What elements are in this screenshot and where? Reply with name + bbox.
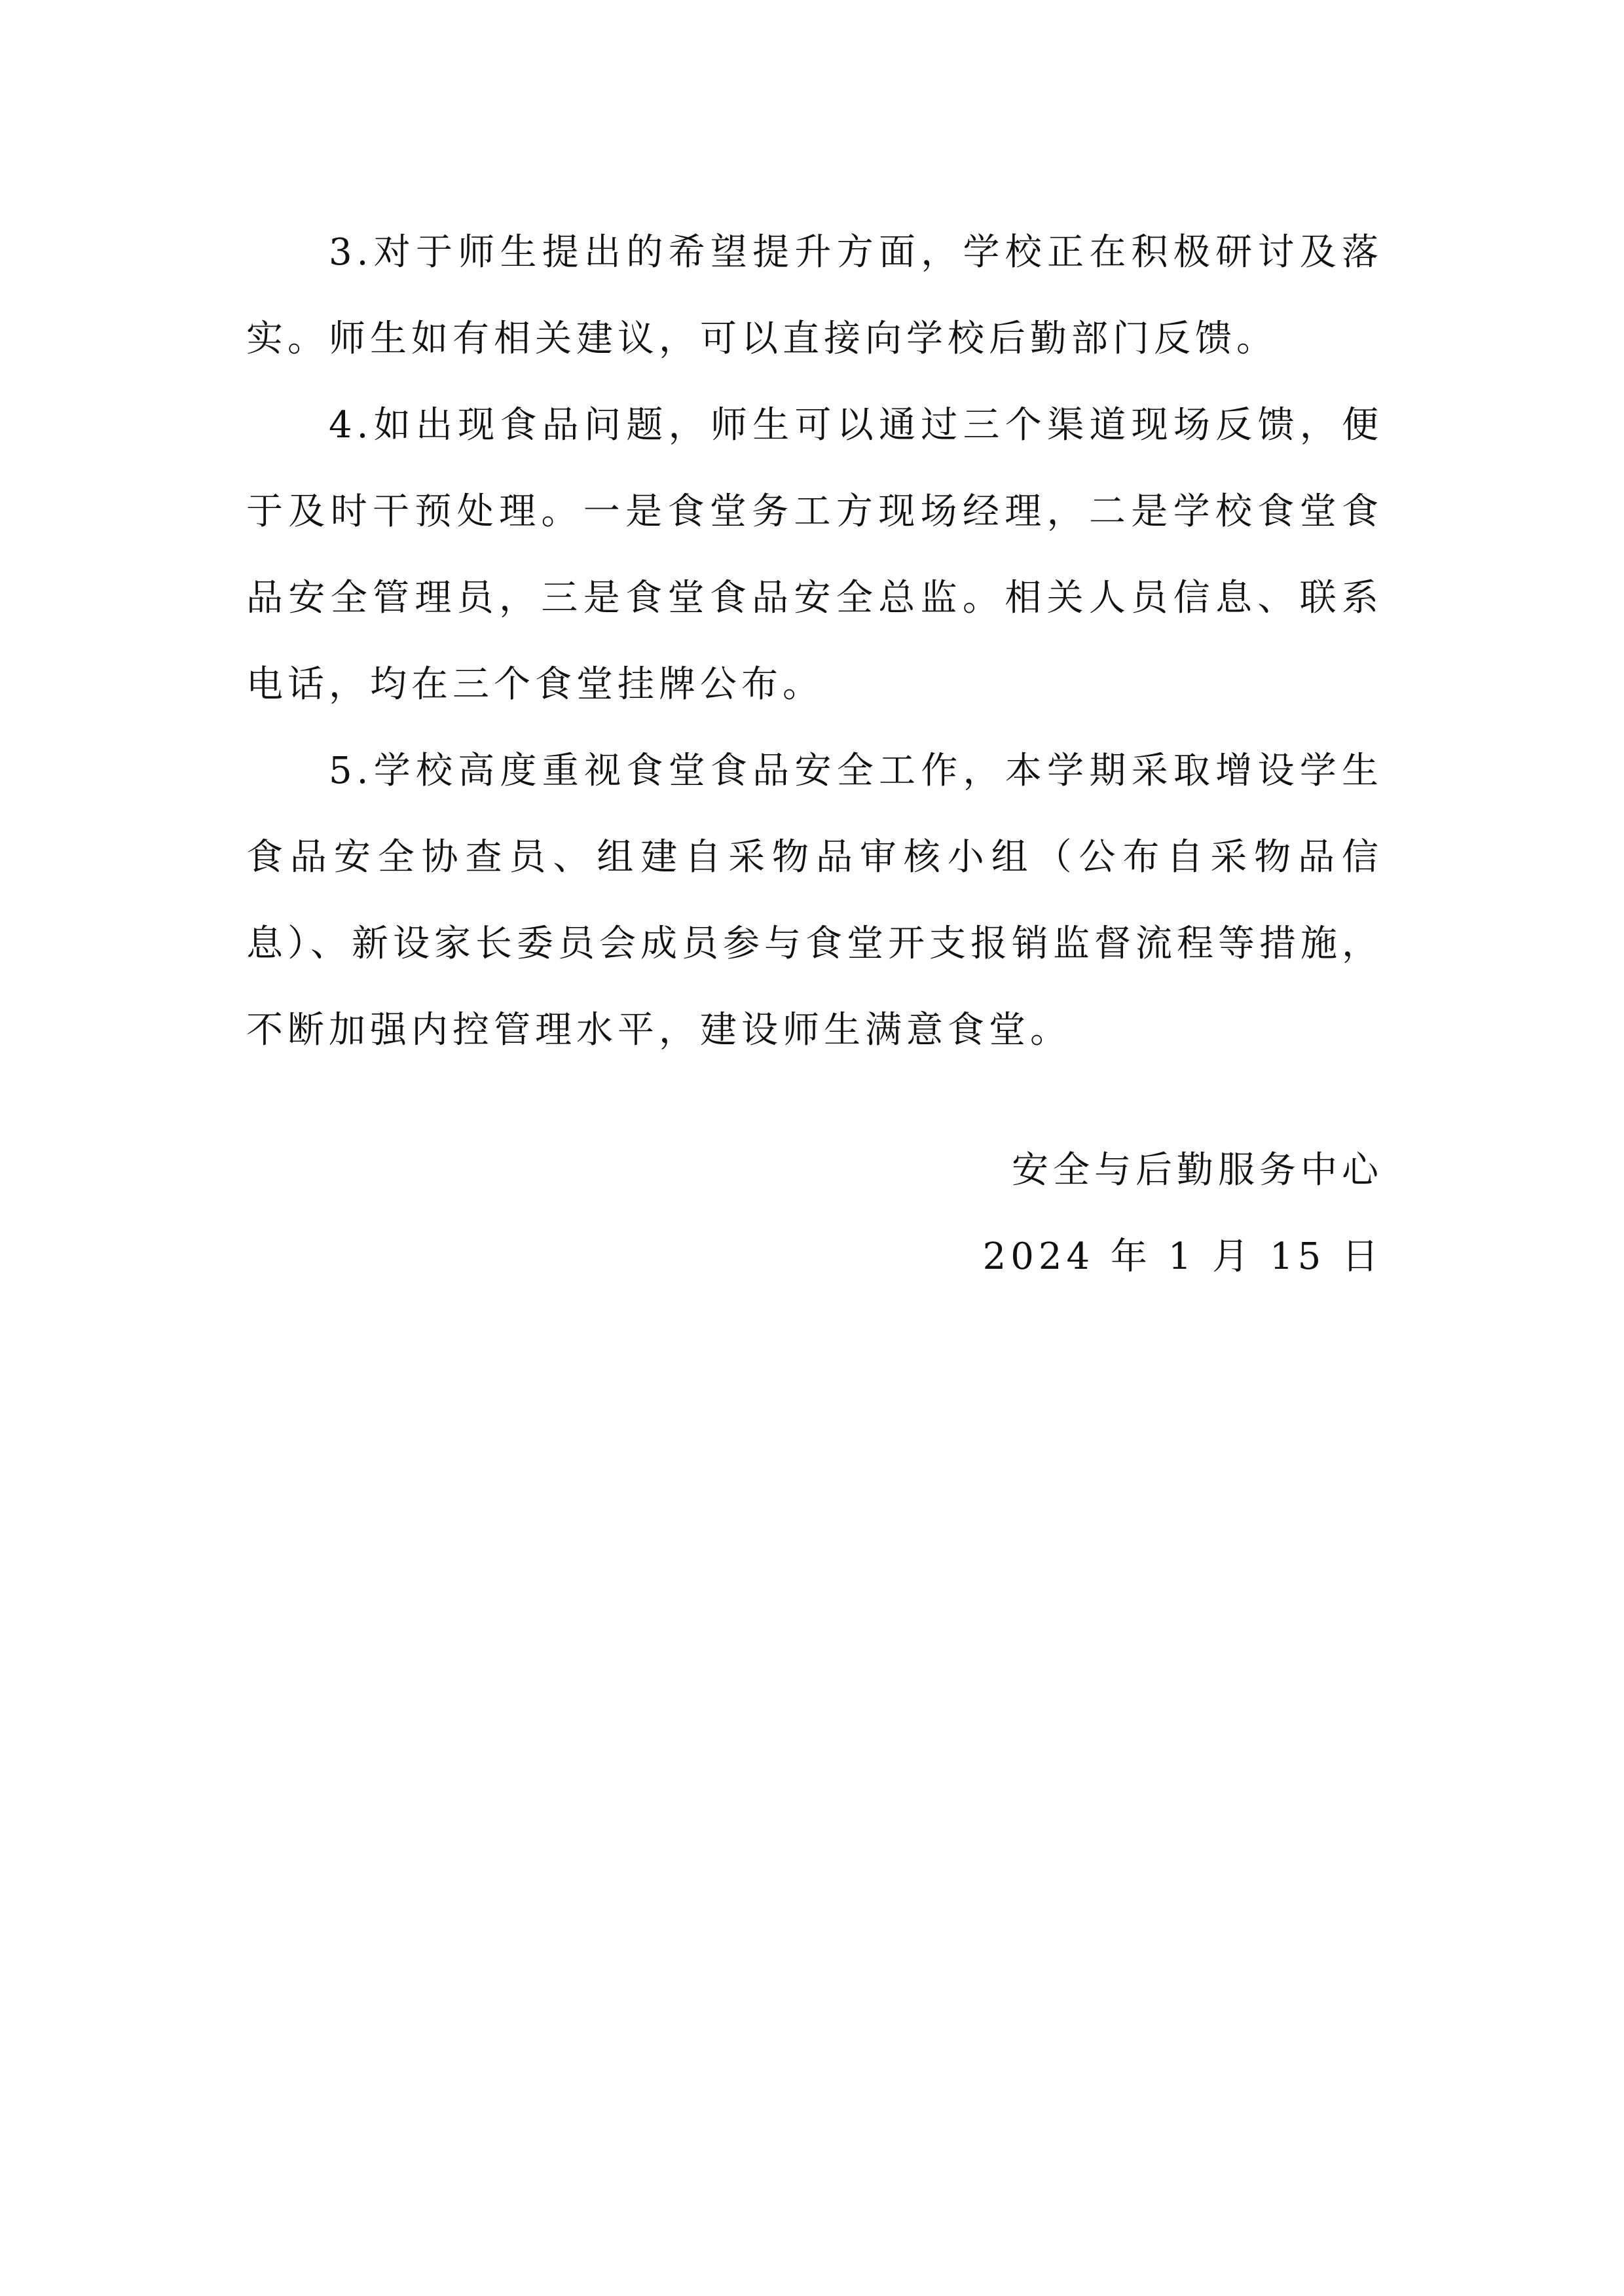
- document-body: [246, 210, 1383, 1074]
- paragraph-item-4: 4.如出现食品问题，师生可以通过三个渠道现场反馈，便于及时干预处理。一是食堂务工方现场经理，二是学校食堂食品安全管理员，三是食堂食品安全总监。相关人员信息、联系电话，均在三个食堂挂牌公布。: [246, 404, 1383, 706]
- paragraph-item-5: 5.学校高度重视食堂食品安全工作，本学期采取增设学生食品安全协查员、组建自采物品审核小组（公布自采物品信息）、新设家长委员会成员参与食堂开支报销监督流程等措施，不断加强内控管理水平，建设师生满意食堂。: [246, 750, 1383, 1051]
- signature-organization: 安全与后勤服务中心: [1012, 1149, 1383, 1192]
- paragraph-item-3: 3.对于师生提出的希望提升方面，学校正在积极研讨及落实。师生如有相关建议，可以直接向学校后勤部门反馈。: [246, 231, 1383, 360]
- signature-block: [983, 1127, 1383, 1300]
- signature-date: 2024 年 1 月 15 日: [982, 1235, 1383, 1278]
